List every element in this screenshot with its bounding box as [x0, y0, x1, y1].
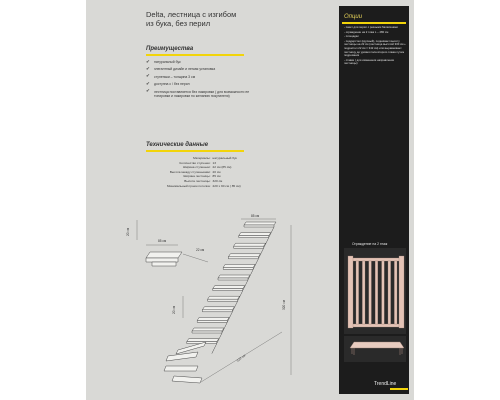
dim-landing-width: 85 см — [158, 239, 167, 243]
winder-step — [172, 376, 202, 383]
winder-step — [166, 352, 198, 361]
spec-row: Количество ступенек: 13 — [179, 160, 216, 165]
stair-step — [228, 254, 260, 257]
dim-total-length: 322 см — [235, 353, 247, 363]
check-icon: ✔ — [146, 73, 150, 79]
dim-total-height: 320 см — [282, 300, 286, 310]
stair-step — [218, 275, 250, 278]
stair-stringer — [253, 259, 258, 269]
railing-label: Ограждение на 2 этаж — [352, 242, 388, 246]
spec-row: Высота лестницы: 320 см — [184, 178, 223, 183]
option-item: - площадки — [344, 34, 359, 39]
check-icon: ✔ — [146, 80, 150, 86]
stair-step-front — [228, 257, 258, 259]
stair-stringer — [259, 248, 264, 258]
stair-stringer — [217, 333, 222, 343]
dim-mid-rise: 20 см — [172, 305, 176, 314]
spec-row: Ширина ступеньки: 22 см (85 см) — [183, 165, 232, 170]
baluster — [375, 261, 378, 324]
podium-illustration — [344, 336, 406, 362]
dim-line-landing-depth — [183, 254, 208, 262]
landing-step-lower — [152, 262, 176, 266]
brand-logo-text: TrendLine — [374, 381, 397, 387]
landing-step — [146, 252, 182, 258]
stair-step — [234, 243, 266, 246]
stair-step-front — [218, 278, 248, 280]
stair-step — [213, 286, 245, 289]
brochure-page — [86, 0, 414, 400]
stair-stringer — [264, 238, 269, 248]
winder-step — [164, 366, 198, 371]
stair-stringer — [238, 291, 243, 301]
stair-stringer — [269, 227, 274, 237]
stair-step-front — [208, 299, 238, 301]
railing-illustration — [344, 248, 406, 334]
option-item: - ограждение на 2 этаж L – 280 см — [344, 29, 389, 34]
stair-steps — [146, 222, 276, 383]
check-icon: ✔ — [146, 88, 150, 94]
specs-heading: Технические данные — [146, 142, 209, 148]
stair-step — [202, 307, 234, 310]
advantages-heading: Преимущества — [146, 46, 194, 52]
baluster — [356, 261, 359, 324]
spec-row: Ширина лестницы: 85 см — [183, 174, 221, 179]
stair-illustration — [86, 0, 414, 400]
baluster — [382, 261, 385, 324]
stair-step — [187, 339, 219, 342]
title-line-2: из бука, без перил — [146, 19, 211, 28]
stair-step — [192, 328, 224, 331]
stair-stringer — [212, 344, 217, 354]
stair-step-front — [244, 225, 274, 227]
stair-step-front — [202, 310, 232, 312]
advantage-item: ✔ доступна с / без перил — [146, 80, 190, 87]
stair-step — [197, 317, 229, 320]
spec-row: Минимальный проем потолка: 220 x 90 см ( 85 см) — [167, 183, 241, 188]
stair-step — [244, 222, 276, 225]
stair-step — [223, 264, 255, 267]
advantage-item: ✔ ступеньки – толщина 3 см — [146, 73, 196, 79]
baluster — [362, 261, 365, 324]
landing-step-front — [146, 258, 178, 262]
stair-stringer — [248, 269, 253, 279]
stair-stringer — [227, 312, 232, 322]
stair-stringer — [243, 280, 248, 290]
stair-step-front — [213, 289, 243, 291]
stair-step-front — [197, 320, 227, 322]
check-icon: ✔ — [146, 65, 150, 71]
title-line-1: Delta, лестница с изгибом — [146, 10, 237, 19]
stair-step-front — [223, 267, 253, 269]
baluster — [388, 261, 391, 324]
options-heading: Опции — [344, 14, 363, 20]
stair-step-front — [239, 236, 269, 238]
advantage-item: ✔ натуральный бук — [146, 58, 181, 64]
spec-row: Высота между ступеньками: 20 см — [169, 169, 221, 174]
dim-top-width: 85 см — [251, 214, 260, 218]
stair-step — [239, 233, 271, 236]
stair-step-front — [234, 246, 264, 248]
check-icon: ✔ — [146, 58, 150, 64]
stair-step-front — [192, 331, 222, 333]
option-item: - пакет для перил с резными балясинами — [344, 25, 398, 29]
dim-landing-depth: 22 см — [196, 248, 205, 252]
baluster — [394, 261, 397, 324]
spec-row: Материалы: натуральный бук — [193, 156, 237, 160]
option-item: - ставки ( для изменения направления лестницы) — [344, 57, 395, 66]
stair-stringer — [233, 301, 238, 311]
advantage-item: ✔ элегантный дизайн и легкая установка — [146, 65, 216, 72]
baluster — [369, 261, 372, 324]
stair-step — [208, 296, 240, 299]
option-item: - поддерстел (крупный), поднимает высоту лестницы на 22 см (лестница высотой 330 см + подрастел 22 см = 342 см) или выравнивает лестницу до уровня пола второго этажа путем подрезания — [344, 38, 406, 58]
stair-stringer — [222, 322, 227, 332]
dim-step-rise: 20 см — [126, 227, 130, 236]
advantage-item: ✔ лестница поставляется без лакировки ( для возможности ее тонировки и лакировки по желанию покупателя) — [146, 88, 250, 98]
